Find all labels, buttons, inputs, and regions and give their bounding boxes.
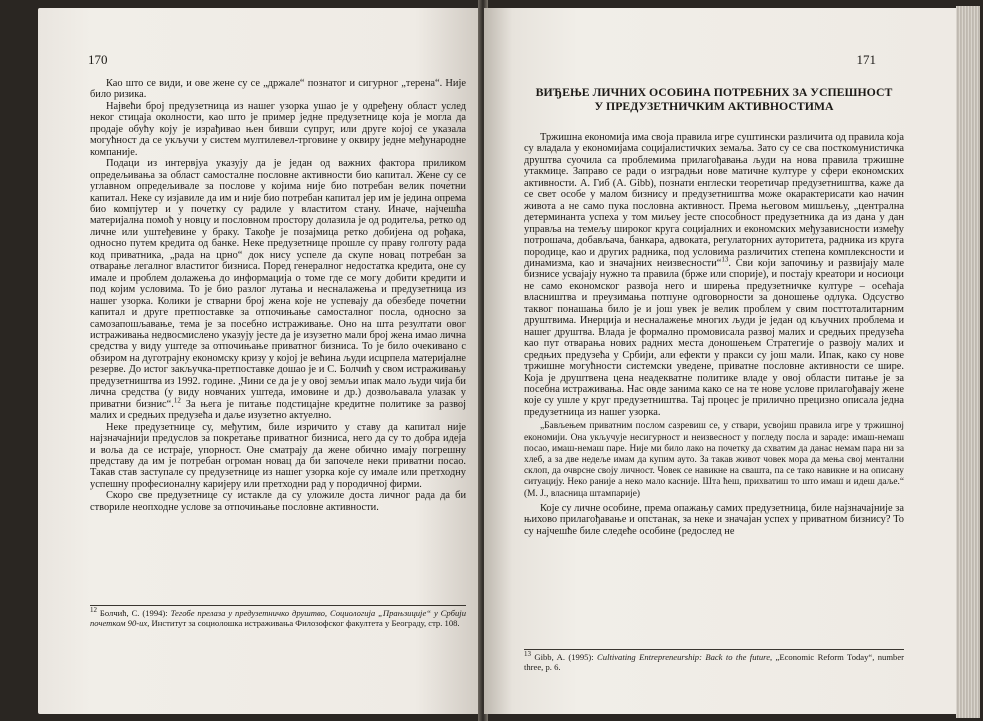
paragraph: Које су личне особине, према опажању самих предузетница, биле најзначајније за њихово прилагођавање и опстанак, за неке и значајан успех у приватном бизнису? То су најчешће биле следеће особине (редослед не [524, 502, 904, 537]
footnote-rest: , „Economic Reform Today“, number three, p. 6. [524, 652, 905, 673]
footnote-rest: , Институт за социолошка истраживања Филозофског факултета у Београду, стр. 108. [147, 618, 460, 629]
footnote-author: Болчић, С. (1994): [99, 608, 171, 618]
heading-line: У ПРЕДУЗЕТНИЧКИМ АКТИВНОСТИМА [594, 99, 834, 113]
paragraph [524, 132, 904, 418]
paragraph: Највећи број предузетница из нашег узорка ушао је у одређену област услед неког стицаја околности, као што је пример једне предузетнице која је могла да продаје обућу коју је израђивао њен бивши супруг, или друге којој се указала могућност да се укључи у систем мултилевел-трговине у оквиру једне међународне компаније. [90, 100, 466, 158]
footnote-title: Тегобе прелаза у предузетничко друштво, Социологија „Прањзиције“ у Србији почетком 90-их [90, 608, 466, 629]
paragraph [90, 158, 466, 421]
right-page [484, 8, 956, 714]
footnote-marker[interactable]: 13 [721, 255, 729, 264]
page-edges [956, 6, 980, 718]
paragraph-text: Тржишна економија има своја правила игре суштински различита од правила која су владала у економијама социјалистичких земаља. Зато су се сва посткомунистичка друштва суочила са проблемима прилагођавања људи на нова правила тржишне утакмице. Заправо се ради о изградњи нове матичне културе у сфери економских активности. А. Гиб (A. Gibb), познати енглески теоретичар предузетништва, каже да се свет особе у малом бизнису и предузетништва може окарактерисати као начин живота а не само пука пословна активност. Према његовом мишљењу, „централна детерминанта успеха у том миљеу јесте способност предузетника да из дана у дан управља на темељу широког круга социјалних и економских међузависности између потрошача, добављача, банкара, адвоката, регулаторних аутоpитета, радника из круга породице, као и других радника, под условима различитих степена комплексности и динамизма, као и значајних неизвесности“ [524, 132, 904, 269]
paragraph: Скоро све предузетнице су истакле да су уложиле доста личног рада да би створиле неопходне услове за отпочињање пословне активности. [90, 490, 466, 513]
heading-line: ВИЂЕЊЕ ЛИЧНИХ ОСОБИНА ПОТРЕБНИХ ЗА УСПЕШНОСТ [535, 85, 893, 99]
paragraph-text: . Сви који започињу и развијају мале бизнисе усвајају нужно та правила (брже или спорије), и постају креатори и носиоци не само економског развоја него и ширења предузетничке културе – осећаја власништва и преузимања потпуне одговорности за доношење одлука. Одсуство таквог понашања било је и још увек је велик проблем у свим посттоталитарним друштвима. Инерција и несналажење многих људи је један од кључних проблема и нашег друштва. Влада је формално промовисала развој малих и средњих предузећа као пут отварања нових радних места доношењем Стратегије о развоју малих и средњих предузећа у Србији, али ефекти у пракси су још мали. Ипак, како су нове тржишне могућности системски уведене, приватне пословне активности се шире. Која је друштвена цена неадекватне политике владе у овој области питање је за посебна истраживања. Нас овде занима како се на те нове услове прилагођавају жене које су ушле у круг предузетништва. Тај процес је прилично прецизно описала једна предузетница из нашег узорка. [524, 257, 904, 418]
footnote-13 [524, 649, 904, 673]
paragraph: Неке предузетнице су, међутим, биле изричито у ставу да капитал није најзначајнији предуслов за покретање приватног бизниса, него да су то добра идеја и воља да се истраје, упорност. Оне сматрају да жене обично имају погрешну представу да им је потребан огроман новац да би започеле неки приватни посао. Такав став заступале су предузетнице из нашег узорка које су имале или претходну успешну професионалну каријеру или претходни рад у породичној фирми. [90, 421, 466, 490]
page-number-right: 171 [856, 52, 876, 67]
footnote-marker[interactable]: 12 [173, 396, 181, 405]
paragraph-text: Подаци из интервјуа указују да је један од важних фактора приликом опредељивања за област самосталне пословне активности био капитал. Жене су се углавном опредељивале за послове у којима није био потребан велик почетни капитал. Неке су изјавиле да им и није био потребан капитал јер им је једина опрема био компјутер и у почетку су радиле у властитом стану. Иначе, најчешћа материјална помоћ у новцу и пословном простору долазила је од родитеља, ретко од личне или уштеђевине у браку. Такође је позајмица ретко добијена од рођака, односно путем кредита од банке. Неке предузетнице прошле су праву голготу рада код приватника, „рада на црно“ док нису успеле да скупе новац потребан за отварање легалног властитог бизниса. Поред генералног недостатка кредита, оне су имале и проблем долажења до информација о томе где се могу добити кредити и под којим условима. То је био разлог лутања и несналажења и предузетница из нашег узорка. Колики је стварни број жена које не успевају да обезбеде почетни капитал и друге претпоставке за отпочињање самосталног посла, односно за самозапошљавање, тема је за посебно истраживање. Оно на шта резултати овог истраживања недвосмислено указују јесте да је изузетно мали број жена имао лична средства у виду уштеде за отпочињање приватног бизниса. То је било очекивано с обзиром на дуготрајну економску кризу у којој је већина људи исцрпела материјалне резерве. До истог закључка-претпоставке дошао је и С. Болчић у свом истраживању предузетништва из 1992. године. „Чини се да је у овој земљи ипак мало људи чија би лична средства (у виду новчаних уштеда, имовине и др.) дозвољавала улазак у приватни бизнис“. [90, 158, 466, 410]
footnote-12 [90, 605, 466, 629]
footnote-title: Cultivating Entrepreneurship: Back to the future [597, 652, 771, 662]
footnote-number: 13 [524, 650, 531, 659]
paragraph-text: За њега је питање подстицајне кредитне политике за развој малих и средњих предузећа и даље изузетно актуелно. [90, 398, 466, 422]
footnote-number: 12 [90, 606, 97, 615]
right-body-text [524, 132, 904, 537]
left-body-text [90, 78, 466, 513]
left-page [38, 8, 482, 714]
section-heading [524, 85, 904, 113]
page-number-left: 170 [88, 52, 108, 67]
footnote-author: Gibb, A. (1995): [534, 652, 598, 662]
interview-quote: „Бављењем приватним послом сазревиш се, у ствари, усвојиш правила игре у тржишној економији. Она укључује несигурност и неизвесност у погледу посла и зараде: имаш-немаш посао, имаш-немаш паре. Није ми било лако на почетку да схватим да данас немам пара ни за хлеб, а за две недеље имам да купим ауто. За такав живот човек мора да мења свој ментални склоп, да очврсне своју личност. Човек се навикне на свашта, па се тако навикне и на описану ситуацију. Неко раније а неко мало касније. Шта ћеш, прихватиш то што имаш и идеш даље.“ (М. Ј., власница штампарије) [524, 421, 904, 499]
paragraph: Као што се види, и ове жене су се „држале“ познатог и сигурног „терена“. Није било ризика. [90, 78, 466, 101]
